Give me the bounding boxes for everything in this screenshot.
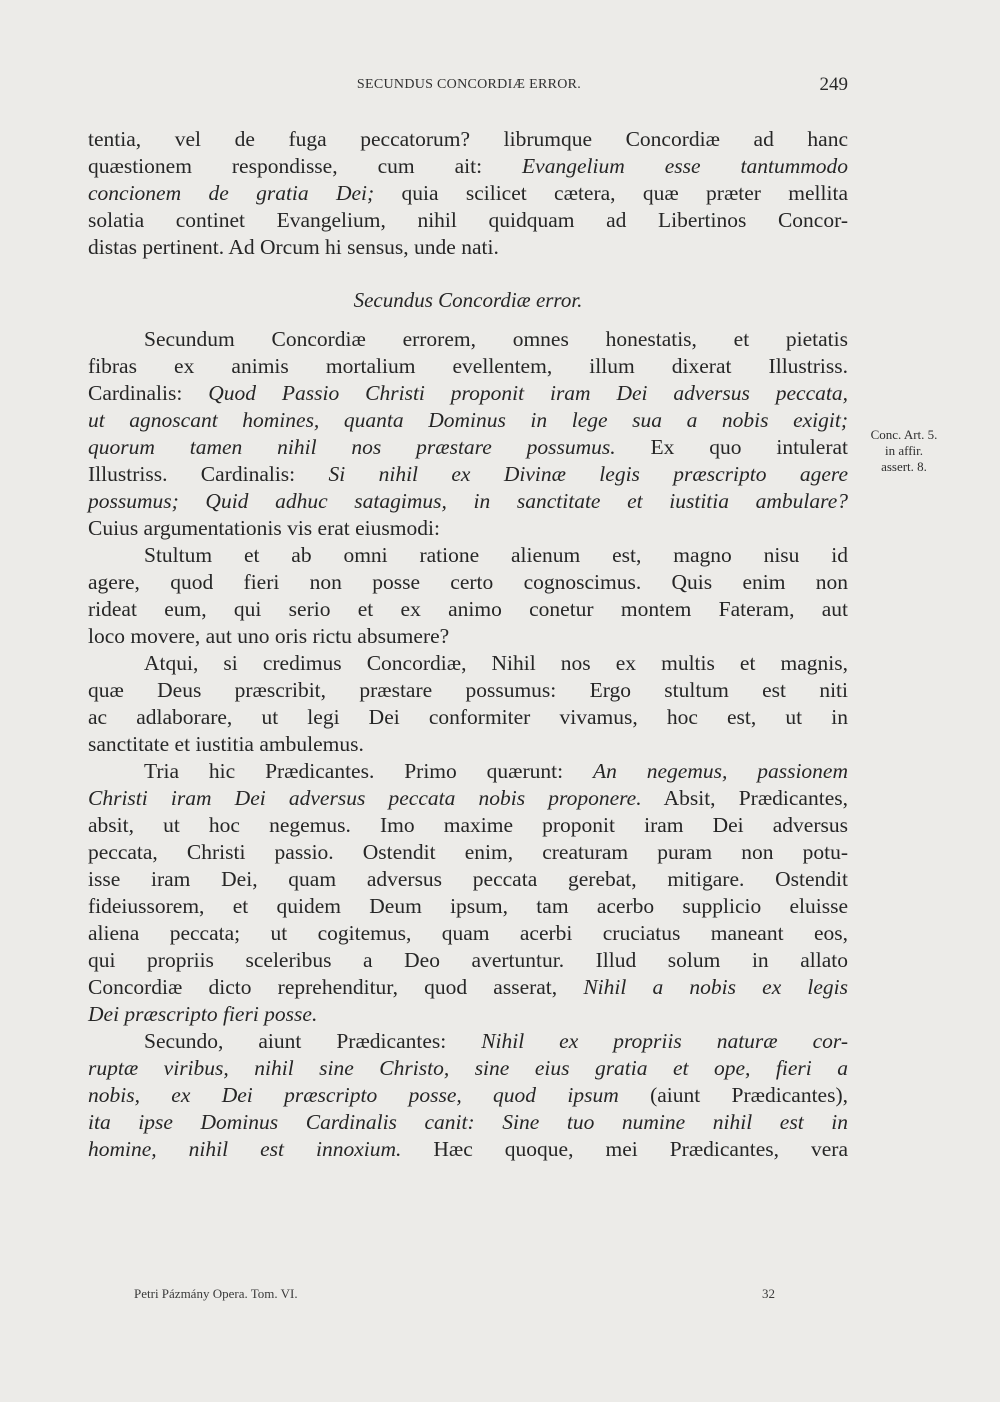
text-line: aliena peccata; ut cogitemus, quam acerbi cruciatus maneant eos, — [88, 921, 848, 945]
paragraph-1 — [88, 126, 848, 261]
text-line: quæ Deus præscribit, præstare possumus: Ergo stultum est niti — [88, 678, 848, 702]
text-line: Stultum et ab omni ratione alienum est, magno nisu id — [144, 543, 848, 567]
text-line: Cardinalis: Quod Passio Christi proponit iram Dei adversus peccata, — [88, 381, 848, 405]
text-line: quorum tamen nihil nos præstare possumus. Ex quo intulerat — [88, 435, 848, 459]
text-line: Concordiæ dicto reprehenditur, quod asserat, Nihil a nobis ex legis — [88, 975, 848, 999]
text-line: agere, quod fieri non posse certo cognoscimus. Quis enim non — [88, 570, 848, 594]
text-line: concionem de gratia Dei; quia scilicet cætera, quæ præter mellita — [88, 181, 848, 205]
text-line: Secundo, aiunt Prædicantes: Nihil ex propriis naturæ cor- — [144, 1029, 849, 1053]
text-line: absit, ut hoc negemus. Imo maxime proponit iram Dei adversus — [88, 813, 848, 837]
text-line: fibras ex animis mortalium evellentem, illum dixerat Illustriss. — [88, 354, 848, 378]
footer-volume: Petri Pázmány Opera. Tom. VI. — [134, 1286, 298, 1301]
text-line: Dei præscripto fieri posse. — [88, 1002, 318, 1026]
section-heading: Secundus Concordiæ error. — [353, 288, 583, 312]
text-line: Secundum Concordiæ errorem, omnes honestatis, et pietatis — [144, 327, 848, 351]
signature-mark: 32 — [762, 1286, 775, 1301]
text-line: ruptæ viribus, nihil sine Christo, sine eius gratia et ope, fieri a — [88, 1056, 848, 1080]
text-line: Illustriss. Cardinalis: Si nihil ex Divinæ legis præscripto agere — [88, 462, 848, 486]
text-line: ac adlaborare, ut legi Dei conformiter vivamus, hoc est, ut in — [88, 705, 848, 729]
text-line: fideiussorem, et quidem Deum ipsum, tam acerbo supplicio eluisse — [88, 894, 848, 918]
margin-note-line: in affir. — [884, 443, 924, 458]
paragraph-6 — [88, 1028, 848, 1163]
text-line: ut agnoscant homines, quanta Dominus in lege sua a nobis exigit; — [88, 408, 848, 432]
page-number: 249 — [819, 74, 848, 95]
text-line: solatia continet Evangelium, nihil quidquam ad Libertinos Concor- — [88, 208, 848, 232]
text-line: tentia, vel de fuga peccatorum? librumque Concordiæ ad hanc — [88, 127, 848, 151]
text-line: peccata, Christi passio. Ostendit enim, creaturam puram non potu- — [88, 840, 848, 864]
paragraph-2 — [88, 326, 848, 542]
text-line: Atqui, si credimus Concordiæ, Nihil nos ex multis et magnis, — [144, 651, 848, 675]
text-line: quæstionem respondisse, cum ait: Evangelium esse tantummodo — [88, 154, 849, 178]
text-line: qui propriis sceleribus a Deo avertuntur. Illud solum in allato — [88, 948, 848, 972]
text-line: isse iram Dei, quam adversus peccata gerebat, mitigare. Ostendit — [88, 867, 848, 891]
page-header — [88, 74, 850, 101]
text-line: sanctitate et iustitia ambulemus. — [88, 732, 364, 756]
margin-note-line: Conc. Art. 5. — [870, 427, 938, 442]
running-title: SECUNDUS CONCORDIÆ ERROR. — [356, 77, 582, 92]
text-line: ita ipse Dominus Cardinalis canit: Sine tuo numine nihil est in — [88, 1110, 848, 1134]
text-line: Cuius argumentationis vis erat eiusmodi: — [88, 516, 440, 540]
text-line: possumus; Quid adhuc satagimus, in sanctitate et iustitia ambulare? — [88, 489, 848, 513]
text-line: Tria hic Prædicantes. Primo quærunt: An negemus, passionem — [144, 759, 848, 783]
paragraph-4 — [88, 650, 848, 758]
margin-note — [856, 427, 952, 475]
text-line: rideat eum, qui serio et ex animo conetur montem Fateram, aut — [88, 597, 848, 621]
margin-note-line: assert. 8. — [881, 459, 927, 474]
text-line: distas pertinent. Ad Orcum hi sensus, unde nati. — [88, 235, 499, 259]
paragraph-3 — [88, 542, 848, 650]
text-line: loco movere, aut uno oris rictu absumere? — [88, 624, 450, 648]
text-line: Christi iram Dei adversus peccata nobis proponere. Absit, Prædicantes, — [88, 786, 848, 810]
text-line: nobis, ex Dei præscripto posse, quod ipsum (aiunt Prædicantes), — [88, 1083, 848, 1107]
paragraph-5 — [88, 758, 848, 1028]
text-line: homine, nihil est innoxium. Hæc quoque, mei Prædicantes, vera — [88, 1137, 848, 1161]
main-text — [88, 126, 848, 1163]
